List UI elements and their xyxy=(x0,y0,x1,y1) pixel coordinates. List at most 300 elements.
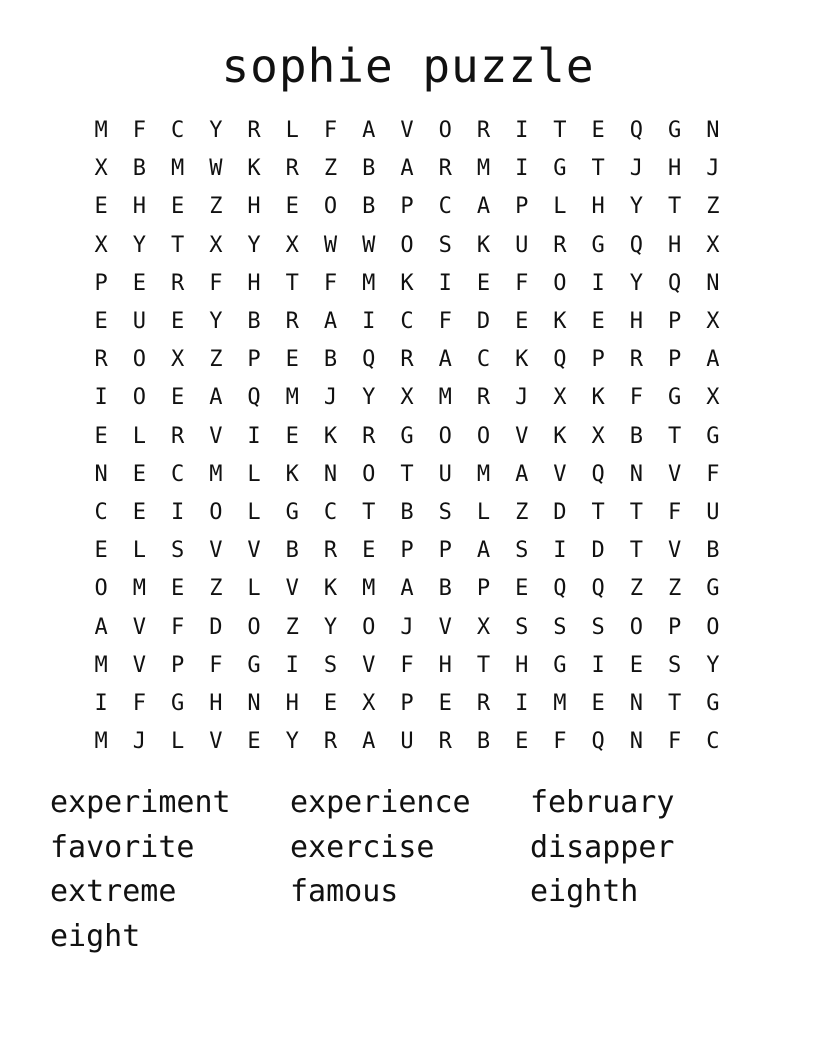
grid-letter: H xyxy=(591,194,605,220)
grid-letter: M xyxy=(553,690,567,716)
grid-letter: B xyxy=(285,538,299,564)
grid-letter: O xyxy=(400,232,414,258)
grid-letter: T xyxy=(591,156,605,182)
grid-letter: T xyxy=(629,538,644,564)
grid-letter: T xyxy=(400,461,414,487)
grid-letter: C xyxy=(94,499,108,525)
word-list-item: disapper xyxy=(530,829,675,865)
grid-letter: C xyxy=(170,118,185,144)
grid-letter: V xyxy=(362,652,376,678)
grid-letter: V xyxy=(132,614,146,640)
grid-letter: Y xyxy=(323,614,338,640)
grid-letter: P xyxy=(476,576,491,602)
grid-letter: Z xyxy=(515,499,529,525)
grid-letter: K xyxy=(553,423,567,449)
grid-letter: P xyxy=(591,347,605,373)
grid-letter: P xyxy=(438,538,452,564)
letter-grid xyxy=(82,112,732,761)
grid-letter: Z xyxy=(706,194,720,220)
grid-letter: Y xyxy=(132,232,146,258)
grid-letter: I xyxy=(94,385,108,411)
grid-letter: G xyxy=(668,118,682,144)
grid-letter: F xyxy=(209,652,223,678)
grid-letter: F xyxy=(132,118,146,144)
grid-letter: P xyxy=(400,194,414,220)
grid-letter: K xyxy=(323,423,338,449)
grid-letter: E xyxy=(94,538,108,564)
grid-letter: O xyxy=(362,461,376,487)
grid-letter: F xyxy=(668,499,682,525)
grid-letter: N xyxy=(247,690,261,716)
grid-letter: M xyxy=(362,270,376,296)
grid-letter: S xyxy=(438,499,452,525)
grid-letter: B xyxy=(247,309,261,335)
grid-letter: O xyxy=(323,194,338,220)
grid-letter: Q xyxy=(668,270,682,296)
grid-letter: X xyxy=(476,614,491,640)
word-list-item: eight xyxy=(50,919,141,955)
grid-letter: P xyxy=(515,194,529,220)
grid-letter: I xyxy=(591,270,605,296)
grid-letter: P xyxy=(668,309,682,335)
grid-letter: I xyxy=(515,156,529,182)
grid-letter: G xyxy=(170,690,185,716)
grid-letter: C xyxy=(400,309,414,335)
grid-letter: R xyxy=(629,347,644,373)
grid-letter: H xyxy=(515,652,529,678)
grid-letter: B xyxy=(362,156,376,182)
grid-letter: F xyxy=(706,461,720,487)
grid-letter: B xyxy=(438,576,452,602)
grid-letter: R xyxy=(247,118,261,144)
grid-letter: J xyxy=(323,385,338,411)
grid-letter: Y xyxy=(209,118,223,144)
grid-letter: E xyxy=(247,729,261,755)
grid-letter: B xyxy=(400,499,414,525)
grid-letter: P xyxy=(668,614,682,640)
grid-letter: M xyxy=(170,156,185,182)
grid-letter: Y xyxy=(706,652,720,678)
grid-letter: I xyxy=(553,538,567,564)
grid-letter: R xyxy=(94,347,108,373)
grid-letter: L xyxy=(247,576,261,602)
grid-letter: E xyxy=(323,690,338,716)
grid-letter: M xyxy=(94,729,108,755)
grid-letter: E xyxy=(591,309,605,335)
grid-row xyxy=(82,456,732,494)
grid-letter: X xyxy=(706,385,720,411)
grid-letter: O xyxy=(706,614,720,640)
grid-letter: G xyxy=(553,652,567,678)
grid-letter: A xyxy=(400,156,414,182)
grid-letter: F xyxy=(668,729,682,755)
grid-letter: M xyxy=(476,156,491,182)
grid-letter: X xyxy=(209,232,223,258)
grid-letter: Z xyxy=(629,576,644,602)
grid-letter: E xyxy=(170,309,185,335)
grid-letter: H xyxy=(438,652,452,678)
grid-letter: K xyxy=(591,385,605,411)
grid-row xyxy=(82,227,732,265)
word-list-item: famous xyxy=(290,874,399,910)
grid-letter: V xyxy=(209,538,223,564)
grid-letter: M xyxy=(209,461,223,487)
grid-letter: S xyxy=(515,614,529,640)
grid-letter: Y xyxy=(629,194,644,220)
grid-letter: R xyxy=(285,309,299,335)
grid-letter: X xyxy=(362,690,376,716)
grid-letter: R xyxy=(285,156,299,182)
grid-letter: S xyxy=(553,614,567,640)
grid-letter: T xyxy=(668,690,682,716)
grid-letter: U xyxy=(706,499,720,525)
grid-letter: E xyxy=(515,576,529,602)
grid-row xyxy=(82,418,732,456)
grid-row xyxy=(82,303,732,341)
grid-letter: T xyxy=(591,499,605,525)
grid-letter: R xyxy=(170,270,185,296)
grid-row xyxy=(82,265,732,303)
grid-letter: G xyxy=(400,423,414,449)
grid-letter: O xyxy=(209,499,223,525)
grid-letter: L xyxy=(247,499,261,525)
grid-letter: E xyxy=(476,270,491,296)
grid-letter: A xyxy=(515,461,529,487)
grid-letter: T xyxy=(476,652,491,678)
grid-letter: X xyxy=(400,385,414,411)
grid-letter: D xyxy=(553,499,567,525)
grid-letter: A xyxy=(400,576,414,602)
grid-letter: C xyxy=(170,461,185,487)
grid-letter: H xyxy=(247,194,261,220)
grid-letter: J xyxy=(706,156,720,182)
grid-letter: S xyxy=(438,232,452,258)
grid-letter: P xyxy=(400,690,414,716)
grid-letter: B xyxy=(706,538,720,564)
grid-letter: Y xyxy=(209,309,223,335)
grid-letter: E xyxy=(362,538,376,564)
grid-letter: W xyxy=(209,156,223,182)
grid-letter: L xyxy=(170,729,185,755)
grid-letter: F xyxy=(515,270,529,296)
grid-letter: D xyxy=(591,538,605,564)
grid-letter: E xyxy=(285,194,299,220)
grid-letter: R xyxy=(323,538,338,564)
grid-letter: E xyxy=(170,385,185,411)
grid-letter: E xyxy=(94,423,108,449)
grid-letter: F xyxy=(170,614,185,640)
grid-letter: A xyxy=(94,614,108,640)
grid-letter: C xyxy=(438,194,452,220)
grid-letter: V xyxy=(132,652,146,678)
grid-letter: E xyxy=(629,652,644,678)
grid-letter: H xyxy=(668,232,682,258)
grid-letter: Q xyxy=(591,729,605,755)
grid-letter: X xyxy=(285,232,299,258)
grid-letter: O xyxy=(132,347,146,373)
grid-letter: E xyxy=(285,347,299,373)
grid-letter: E xyxy=(94,194,108,220)
grid-letter: T xyxy=(553,118,567,144)
grid-letter: N xyxy=(629,690,644,716)
grid-letter: Z xyxy=(323,156,338,182)
grid-letter: E xyxy=(170,576,185,602)
grid-letter: M xyxy=(94,652,108,678)
word-list-item: eighth xyxy=(530,874,639,910)
grid-letter: T xyxy=(170,232,185,258)
grid-letter: E xyxy=(170,194,185,220)
grid-letter: S xyxy=(323,652,338,678)
grid-letter: F xyxy=(323,118,338,144)
grid-letter: V xyxy=(247,538,261,564)
grid-letter: Q xyxy=(247,385,261,411)
grid-letter: Q xyxy=(591,461,605,487)
grid-letter: H xyxy=(132,194,146,220)
grid-letter: F xyxy=(400,652,414,678)
word-list-item: exercise xyxy=(290,829,435,865)
grid-letter: V xyxy=(400,118,414,144)
grid-letter: C xyxy=(323,499,338,525)
grid-letter: Q xyxy=(629,232,644,258)
grid-letter: H xyxy=(247,270,261,296)
grid-letter: L xyxy=(476,499,491,525)
grid-letter: K xyxy=(285,461,299,487)
grid-letter: Q xyxy=(591,576,605,602)
grid-letter: K xyxy=(515,347,529,373)
grid-letter: N xyxy=(706,118,720,144)
grid-letter: H xyxy=(209,690,223,716)
grid-row xyxy=(82,379,732,417)
grid-letter: O xyxy=(438,118,452,144)
grid-letter: R xyxy=(323,729,338,755)
grid-letter: H xyxy=(668,156,682,182)
grid-row xyxy=(82,112,732,150)
word-list-item: february xyxy=(530,785,675,820)
grid-letter: F xyxy=(553,729,567,755)
grid-letter: N xyxy=(629,461,644,487)
grid-letter: Q xyxy=(629,118,644,144)
grid-letter: O xyxy=(362,614,376,640)
grid-row xyxy=(82,494,732,532)
grid-letter: V xyxy=(668,461,682,487)
grid-row xyxy=(82,188,732,226)
grid-letter: K xyxy=(400,270,414,296)
grid-letter: A xyxy=(323,309,338,335)
grid-letter: E xyxy=(132,499,146,525)
grid-letter: R xyxy=(476,118,491,144)
grid-row xyxy=(82,685,732,723)
grid-letter: E xyxy=(94,309,108,335)
grid-letter: U xyxy=(132,309,146,335)
grid-letter: O xyxy=(438,423,452,449)
grid-letter: O xyxy=(553,270,567,296)
grid-letter: G xyxy=(668,385,682,411)
grid-row xyxy=(82,532,732,570)
grid-letter: J xyxy=(132,729,146,755)
grid-letter: A xyxy=(706,347,720,373)
grid-letter: E xyxy=(285,423,299,449)
grid-letter: R xyxy=(476,385,491,411)
grid-letter: B xyxy=(362,194,376,220)
word-list xyxy=(50,781,770,960)
word-list-item: favorite xyxy=(50,829,195,865)
grid-letter: E xyxy=(515,309,529,335)
grid-letter: J xyxy=(629,156,644,182)
grid-letter: F xyxy=(209,270,223,296)
grid-letter: M xyxy=(438,385,452,411)
grid-letter: B xyxy=(476,729,491,755)
grid-letter: I xyxy=(362,309,376,335)
grid-letter: T xyxy=(668,423,682,449)
grid-letter: U xyxy=(400,729,414,755)
grid-letter: P xyxy=(247,347,261,373)
grid-letter: G xyxy=(591,232,605,258)
grid-letter: X xyxy=(553,385,567,411)
grid-letter: V xyxy=(285,576,299,602)
grid-letter: P xyxy=(668,347,682,373)
grid-letter: T xyxy=(629,499,644,525)
grid-letter: R xyxy=(400,347,414,373)
grid-letter: I xyxy=(591,652,605,678)
grid-letter: Y xyxy=(629,270,644,296)
grid-letter: G xyxy=(247,652,261,678)
grid-letter: Z xyxy=(209,576,223,602)
grid-letter: J xyxy=(515,385,529,411)
grid-letter: G xyxy=(706,423,720,449)
grid-row xyxy=(82,608,732,646)
grid-letter: R xyxy=(553,232,567,258)
grid-letter: O xyxy=(629,614,644,640)
grid-letter: R xyxy=(362,423,376,449)
grid-letter: I xyxy=(515,118,529,144)
grid-letter: L xyxy=(285,118,299,144)
grid-letter: F xyxy=(132,690,146,716)
grid-letter: R xyxy=(476,690,491,716)
grid-letter: V xyxy=(209,729,223,755)
grid-letter: I xyxy=(285,652,299,678)
grid-letter: G xyxy=(553,156,567,182)
grid-letter: N xyxy=(706,270,720,296)
grid-letter: B xyxy=(629,423,644,449)
grid-letter: S xyxy=(591,614,605,640)
grid-row xyxy=(82,150,732,188)
grid-letter: R xyxy=(170,423,185,449)
grid-letter: Y xyxy=(362,385,376,411)
grid-letter: A xyxy=(476,538,491,564)
grid-letter: Q xyxy=(553,347,567,373)
grid-letter: Q xyxy=(553,576,567,602)
grid-letter: R xyxy=(438,156,452,182)
grid-letter: X xyxy=(591,423,605,449)
grid-letter: Z xyxy=(209,347,223,373)
grid-letter: E xyxy=(591,690,605,716)
grid-letter: A xyxy=(476,194,491,220)
grid-letter: E xyxy=(438,690,452,716)
grid-letter: F xyxy=(438,309,452,335)
grid-letter: I xyxy=(515,690,529,716)
grid-row xyxy=(82,570,732,608)
grid-letter: I xyxy=(170,499,185,525)
grid-letter: S xyxy=(170,538,185,564)
grid-letter: J xyxy=(400,614,414,640)
grid-row xyxy=(82,341,732,379)
grid-letter: G xyxy=(706,690,720,716)
grid-letter: M xyxy=(476,461,491,487)
grid-letter: Z xyxy=(668,576,682,602)
grid-letter: W xyxy=(323,232,338,258)
grid-letter: H xyxy=(285,690,299,716)
grid-letter: P xyxy=(94,270,108,296)
grid-letter: V xyxy=(668,538,682,564)
grid-letter: A xyxy=(438,347,452,373)
grid-letter: V xyxy=(553,461,567,487)
grid-letter: S xyxy=(515,538,529,564)
grid-letter: O xyxy=(476,423,491,449)
grid-row xyxy=(82,723,732,761)
grid-letter: X xyxy=(170,347,185,373)
grid-letter: F xyxy=(323,270,338,296)
grid-letter: K xyxy=(247,156,261,182)
grid-letter: B xyxy=(132,156,146,182)
grid-letter: I xyxy=(438,270,452,296)
grid-letter: Y xyxy=(285,729,299,755)
grid-letter: N xyxy=(629,729,644,755)
grid-letter: P xyxy=(400,538,414,564)
word-list-item: extreme xyxy=(50,874,177,910)
grid-letter: N xyxy=(323,461,338,487)
grid-letter: G xyxy=(285,499,299,525)
grid-letter: X xyxy=(94,232,108,258)
grid-letter: M xyxy=(362,576,376,602)
grid-letter: V xyxy=(438,614,452,640)
grid-letter: I xyxy=(94,690,108,716)
grid-letter: X xyxy=(94,156,108,182)
grid-letter: L xyxy=(132,423,146,449)
grid-letter: Y xyxy=(247,232,261,258)
grid-letter: O xyxy=(247,614,261,640)
word-list-item: experiment xyxy=(50,785,231,820)
grid-letter: X xyxy=(706,309,720,335)
puzzle-title: sophie puzzle xyxy=(221,39,595,93)
grid-letter: E xyxy=(591,118,605,144)
grid-letter: X xyxy=(706,232,720,258)
grid-letter: S xyxy=(668,652,682,678)
grid-letter: R xyxy=(438,729,452,755)
grid-letter: M xyxy=(132,576,146,602)
grid-row xyxy=(82,647,732,685)
grid-letter: T xyxy=(668,194,682,220)
grid-letter: G xyxy=(706,576,720,602)
grid-letter: Z xyxy=(209,194,223,220)
grid-letter: M xyxy=(94,118,108,144)
grid-letter: V xyxy=(515,423,529,449)
grid-letter: Z xyxy=(285,614,299,640)
grid-letter: U xyxy=(515,232,529,258)
grid-letter: E xyxy=(132,461,146,487)
grid-letter: I xyxy=(247,423,261,449)
grid-letter: L xyxy=(247,461,261,487)
grid-letter: H xyxy=(629,309,644,335)
grid-letter: T xyxy=(285,270,299,296)
grid-letter: Q xyxy=(362,347,376,373)
grid-letter: B xyxy=(323,347,338,373)
grid-letter: K xyxy=(476,232,491,258)
grid-letter: U xyxy=(438,461,452,487)
grid-letter: P xyxy=(170,652,185,678)
grid-letter: A xyxy=(209,385,223,411)
word-list-item: experience xyxy=(290,785,471,820)
grid-letter: E xyxy=(132,270,146,296)
